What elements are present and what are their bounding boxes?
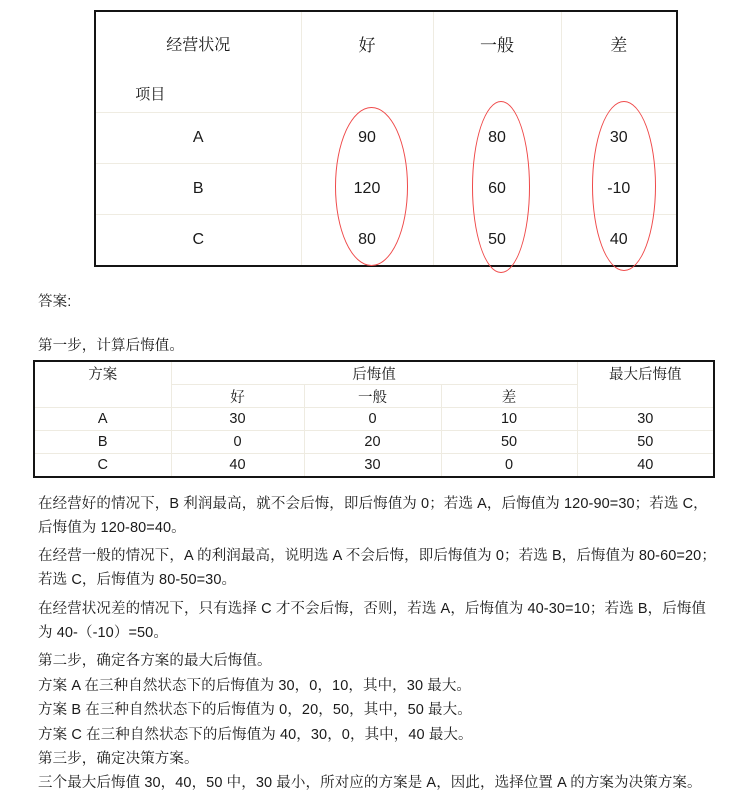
regret-matrix-table bbox=[33, 360, 715, 478]
regret-cell-b-average: 20 bbox=[304, 431, 441, 454]
regret-cell-c-average: 30 bbox=[304, 454, 441, 478]
explanation-line-3: 在经营一般的情况下，A 的利润最高，说明选 A 不会后悔，即后悔值为 0；若选 B，后悔值为 80-60=20； bbox=[38, 548, 716, 564]
table-row bbox=[95, 113, 677, 164]
payoff-cell-b-poor: -10 bbox=[561, 164, 677, 215]
explanation-line-2: 后悔值为 120-80=40。 bbox=[38, 520, 186, 536]
regret-subheader-good: 好 bbox=[171, 385, 304, 408]
explanation-line-8: 方案 A 在三种自然状态下的后悔值为 30，0，10，其中，30 最大。 bbox=[38, 678, 472, 694]
payoff-corner-top-label: 经营状况 bbox=[166, 37, 231, 54]
explanation-line-9: 方案 B 在三种自然状态下的后悔值为 0，20，50，其中，50 最大。 bbox=[38, 702, 472, 718]
payoff-corner-cell bbox=[95, 11, 301, 113]
table-row bbox=[95, 164, 677, 215]
table-row bbox=[34, 454, 714, 478]
regret-header-max-regret: 最大后悔值 bbox=[577, 361, 714, 385]
regret-row-label-c: C bbox=[34, 454, 171, 478]
regret-cell-a-poor: 10 bbox=[441, 408, 577, 431]
payoff-row-label-a: A bbox=[95, 113, 301, 164]
explanation-line-6: 为 40-（-10）=50。 bbox=[38, 625, 168, 641]
explanation-line-7: 第二步，确定各方案的最大后悔值。 bbox=[38, 653, 272, 669]
regret-cell-b-good: 0 bbox=[171, 431, 304, 454]
payoff-cell-a-poor: 30 bbox=[561, 113, 677, 164]
table-row bbox=[95, 215, 677, 266]
explanation-line-1: 在经营好的情况下，B 利润最高，就不会后悔，即后悔值为 0；若选 A，后悔值为 120-90=30；若选 C， bbox=[38, 496, 708, 512]
regret-cell-b-poor: 50 bbox=[441, 431, 577, 454]
regret-header-group-regret: 后悔值 bbox=[171, 361, 577, 385]
regret-row-label-a: A bbox=[34, 408, 171, 431]
table-subheader-row bbox=[34, 385, 714, 408]
table-row bbox=[34, 431, 714, 454]
regret-subheader-blank-left bbox=[34, 385, 171, 408]
payoff-cell-c-poor: 40 bbox=[561, 215, 677, 266]
payoff-matrix-table bbox=[94, 10, 678, 267]
payoff-col-header-poor: 差 bbox=[561, 11, 677, 113]
explanation-line-10: 方案 C 在三种自然状态下的后悔值为 40，30，0，其中，40 最大。 bbox=[38, 727, 473, 743]
payoff-row-label-b: B bbox=[95, 164, 301, 215]
regret-subheader-average: 一般 bbox=[304, 385, 441, 408]
regret-cell-a-good: 30 bbox=[171, 408, 304, 431]
table-header-row bbox=[34, 361, 714, 385]
payoff-matrix-table-container bbox=[94, 10, 676, 264]
regret-cell-a-max: 30 bbox=[577, 408, 714, 431]
payoff-cell-c-good: 80 bbox=[301, 215, 433, 266]
explanation-line-11: 第三步，确定决策方案。 bbox=[38, 751, 199, 767]
explanation-line-12: 三个最大后悔值 30，40，50 中，30 最小，所对应的方案是 A，因此，选择位置 A 的方案为决策方案。 bbox=[38, 775, 702, 791]
payoff-cell-a-average: 80 bbox=[433, 113, 561, 164]
payoff-col-header-good: 好 bbox=[301, 11, 433, 113]
regret-header-scheme: 方案 bbox=[34, 361, 171, 385]
table-header-row bbox=[95, 11, 677, 113]
regret-subheader-blank-right bbox=[577, 385, 714, 408]
table-row bbox=[34, 408, 714, 431]
regret-cell-b-max: 50 bbox=[577, 431, 714, 454]
explanation-line-4: 若选 C，后悔值为 80-50=30。 bbox=[38, 572, 237, 588]
payoff-cell-b-average: 60 bbox=[433, 164, 561, 215]
regret-cell-c-max: 40 bbox=[577, 454, 714, 478]
regret-cell-c-poor: 0 bbox=[441, 454, 577, 478]
explanation-line-5: 在经营状况差的情况下，只有选择 C 才不会后悔，否则，若选 A，后悔值为 40-30=10；若选 B，后悔值 bbox=[38, 601, 707, 617]
payoff-cell-a-good: 90 bbox=[301, 113, 433, 164]
step-one-label: 第一步，计算后悔值。 bbox=[38, 338, 184, 354]
regret-row-label-b: B bbox=[34, 431, 171, 454]
regret-cell-a-average: 0 bbox=[304, 408, 441, 431]
answer-label: 答案: bbox=[38, 294, 72, 310]
payoff-corner-bottom-label: 项目 bbox=[135, 86, 166, 103]
regret-cell-c-good: 40 bbox=[171, 454, 304, 478]
payoff-col-header-average: 一般 bbox=[433, 11, 561, 113]
regret-matrix-table-container bbox=[33, 360, 713, 478]
payoff-row-label-c: C bbox=[95, 215, 301, 266]
regret-subheader-poor: 差 bbox=[441, 385, 577, 408]
payoff-cell-c-average: 50 bbox=[433, 215, 561, 266]
payoff-cell-b-good: 120 bbox=[301, 164, 433, 215]
